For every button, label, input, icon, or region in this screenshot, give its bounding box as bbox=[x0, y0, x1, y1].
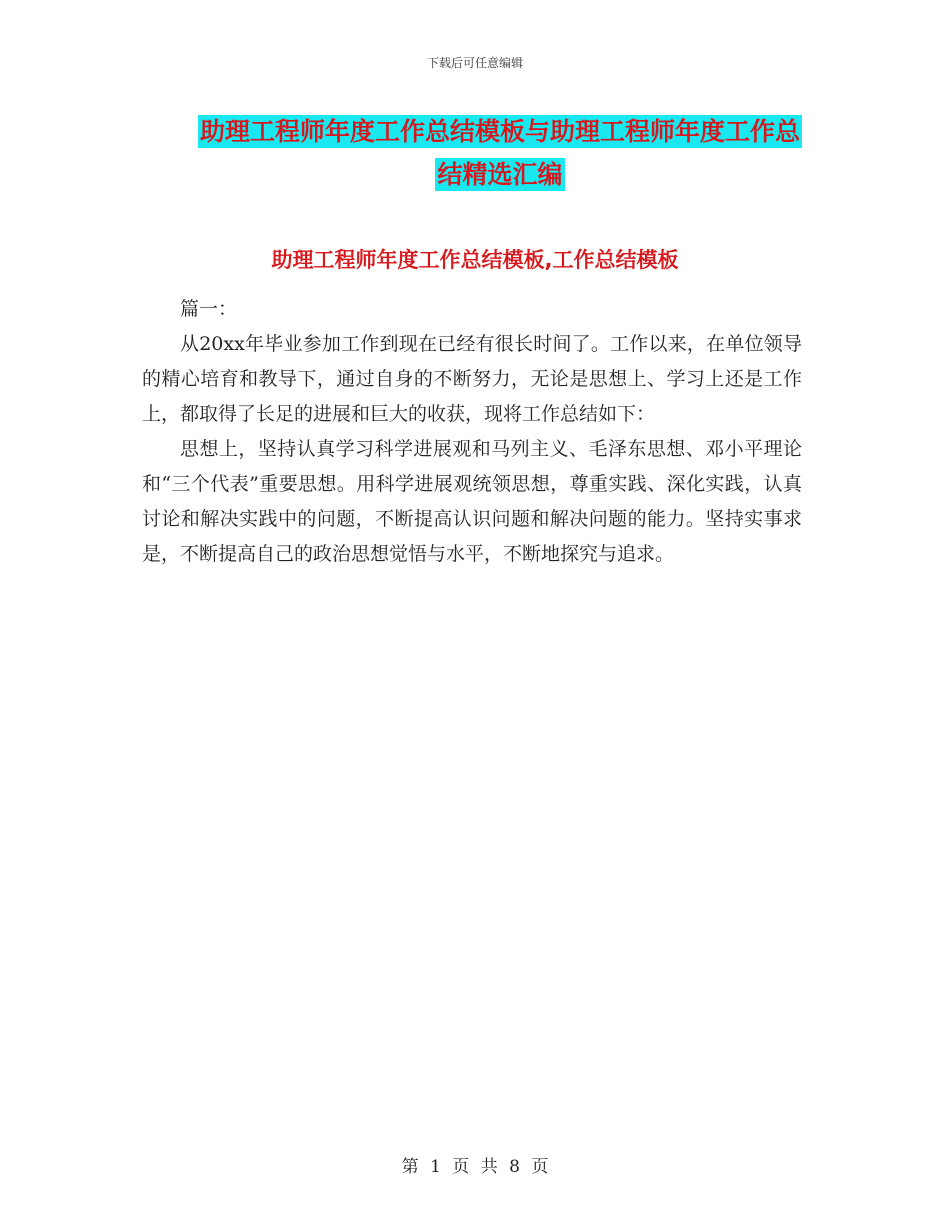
document-sub-title: 助理工程师年度工作总结模板,工作总结模板 bbox=[271, 248, 679, 272]
header-note: 下载后可任意编辑 bbox=[426, 56, 523, 70]
document-main-title bbox=[190, 110, 810, 196]
paragraph-intro: 从20xx年毕业参加工作到现在已经有很长时间了。工作以来，在单位领导的精心培育和教导下，通过自身的不断努力，无论是思想上、学习上还是工作上，都取得了长足的进展和巨大的收获，现将工作总结如下： bbox=[142, 333, 802, 425]
main-title-highlight: 助理工程师年度工作总结模板与助理工程师年度工作总结精选汇编 bbox=[199, 117, 800, 189]
paragraph-section-label: 篇一： bbox=[180, 298, 238, 320]
document-body bbox=[142, 292, 802, 572]
page-number-footer: 第 1 页 共 8 页 bbox=[401, 1157, 549, 1177]
paragraph-thought: 思想上，坚持认真学习科学进展观和马列主义、毛泽东思想、邓小平理论和“三个代表”重要思想。用科学进展观统领思想，尊重实践、深化实践，认真讨论和解决实践中的问题，不断提高认识问题和解决问题的能力。坚持实事求是，不断提高自己的政治思想觉悟与水平，不断地探究与追求。 bbox=[142, 438, 802, 565]
